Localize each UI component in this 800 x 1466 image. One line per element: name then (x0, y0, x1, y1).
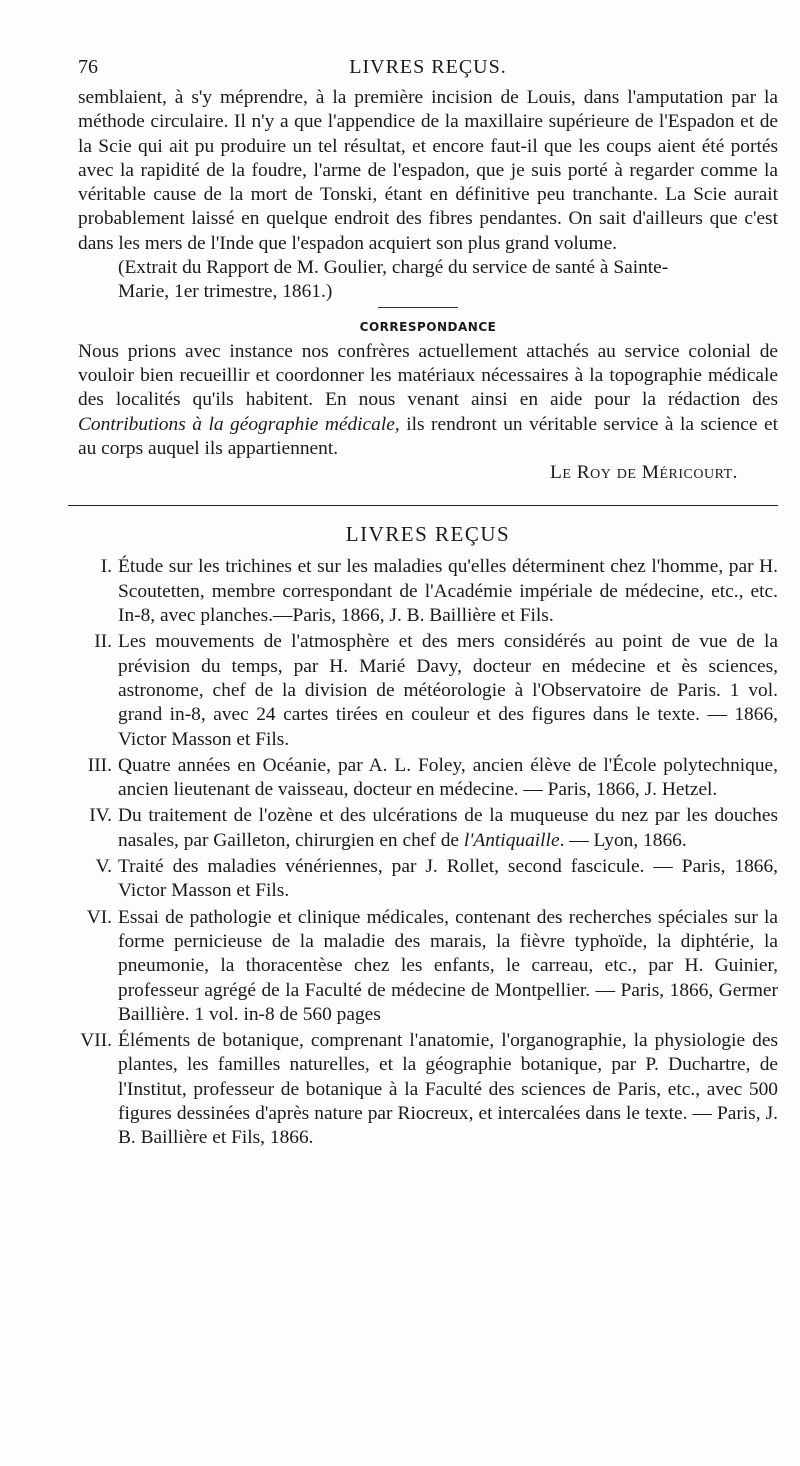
book-entry (78, 630, 778, 751)
running-head (78, 56, 778, 86)
entry-text: Les mouvements de l'atmosphère et des mers considérés au point de vue de la prévision du temps, par H. Marié Davy, docteur en médecine et ès sciences, astronome, chef de la division de météorologie à l'Observatoire de Paris. 1 vol. grand in-8, avec 24 cartes tirées en couleur et des figures dans le texte. — 1866, Victor Masson et Fils. (118, 631, 778, 750)
entry-number: I. (100, 556, 112, 578)
correspondance-text-before: Nous prions avec instance nos confrères actuellement attachés au service colonial de vouloir bien recueillir et coordonner les matériaux nécessaires à la topographie médicale des localités qu'ils habitent. En nous venant ainsi en aide pour la rédaction des (78, 340, 778, 411)
entry-text (118, 804, 778, 853)
entry-number: IV. (89, 805, 112, 827)
entry-number: VI. (86, 906, 112, 928)
correspondance-paragraph (78, 340, 778, 461)
extract-line-2: Marie, 1er trimestre, 1861.) (118, 281, 333, 303)
short-divider (378, 307, 458, 308)
book-entry (78, 906, 778, 1027)
section-divider (68, 505, 778, 506)
intro-paragraph: semblaient, à s'y méprendre, à la première incision de Louis, dans l'amputation par la méthode circulaire. Il n'y a que l'appendice de la maxillaire supérieure de l'Espadon et de la Scie qui ait pu produire un tel résultat, et encore faut-il que les coups aient été portés avec la rapidité de la foudre, l'arme de l'espadon, que je suis porté à regarder comme la véritable cause de la mort de Tonski, étant en définitive peu tranchante. La Scie aurait probablement laissé en quelque endroit des fibres pendantes. On sait d'ailleurs que c'est dans les mers de l'Inde que l'espadon acquiert son plus grand volume. (78, 87, 778, 254)
page-number: 76 (78, 56, 98, 78)
book-entry (78, 1029, 778, 1150)
correspondance-heading: CORRESPONDANCE (359, 319, 497, 334)
book-entry (78, 555, 778, 628)
entry-text: Traité des maladies vénériennes, par J. Rollet, second fascicule. — Paris, 1866, Victor Masson et Fils. (118, 856, 778, 902)
entry-text: Étude sur les trichines et sur les maladies qu'elles déterminent chez l'homme, par H. Scoutetten, membre correspondant de l'Académie impériale de médecine, etc., etc. In-8, avec planches.—Paris, 1866, J. B. Baillière et Fils. (118, 556, 778, 627)
entry-text-after: . — Lyon, 1866. (559, 829, 687, 851)
page (78, 56, 778, 1153)
entry-number: III. (87, 754, 112, 776)
entry-text-before: Du traitement de l'ozène et des ulcérations de la muqueuse du nez par les douches nasales, par Gailleton, chirurgien en chef de (118, 805, 778, 851)
entry-number: VII. (80, 1030, 112, 1052)
running-title: LIVRES REÇUS. (349, 56, 507, 78)
correspondance-italic-title: Contributions à la géographie médicale (78, 413, 395, 435)
signature: Le Roy de Méricourt. (549, 462, 738, 484)
book-entry (78, 754, 778, 803)
entry-italic: l'Antiquaille (463, 829, 560, 851)
intro-section (78, 86, 778, 308)
entry-number: II. (94, 631, 112, 653)
entry-text: Quatre années en Océanie, par A. L. Foley, ancien élève de l'École polytechnique, ancien lieutenant de vaisseau, docteur en médecine. — Paris, 1866, J. Hetzel. (118, 754, 778, 801)
book-entry (78, 855, 778, 904)
entry-number: V. (95, 856, 112, 878)
book-entry (78, 804, 778, 853)
livres-section (78, 522, 778, 1150)
correspondance-section (78, 320, 778, 486)
correspondance-text-after: , ils rendront un véritable service à la science et au corps auquel ils appartiennent. (78, 413, 778, 459)
entry-text: Essai de pathologie et clinique médicales, contenant des recherches spéciales sur la forme pernicieuse de la maladie des marais, la fièvre typhoïde, la diphtérie, la pneumonie, la thoracentèse chez les enfants, le carreau, etc., par H. Guinier, professeur agrégé de la Faculté de médecine de Montpellier. — Paris, 1866, Germer Baillière. 1 vol. in-8 de 560 pages (118, 906, 778, 1025)
livres-title: LIVRES REÇUS (345, 522, 511, 547)
extract-line-1: (Extrait du Rapport de M. Goulier, chargé du service de santé à Sainte- (118, 257, 669, 279)
entry-text: Éléments de botanique, comprenant l'anatomie, l'organographie, la physiologie des plantes, les familles naturelles, et la géographie botanique, par P. Duchartre, de l'Institut, professeur de botanique à la Faculté des sciences de Paris, etc., avec 500 figures dessinées d'après nature par Riocreux, et intercalées dans le texte. — Paris, J. B. Baillière et Fils, 1866. (118, 1030, 778, 1149)
